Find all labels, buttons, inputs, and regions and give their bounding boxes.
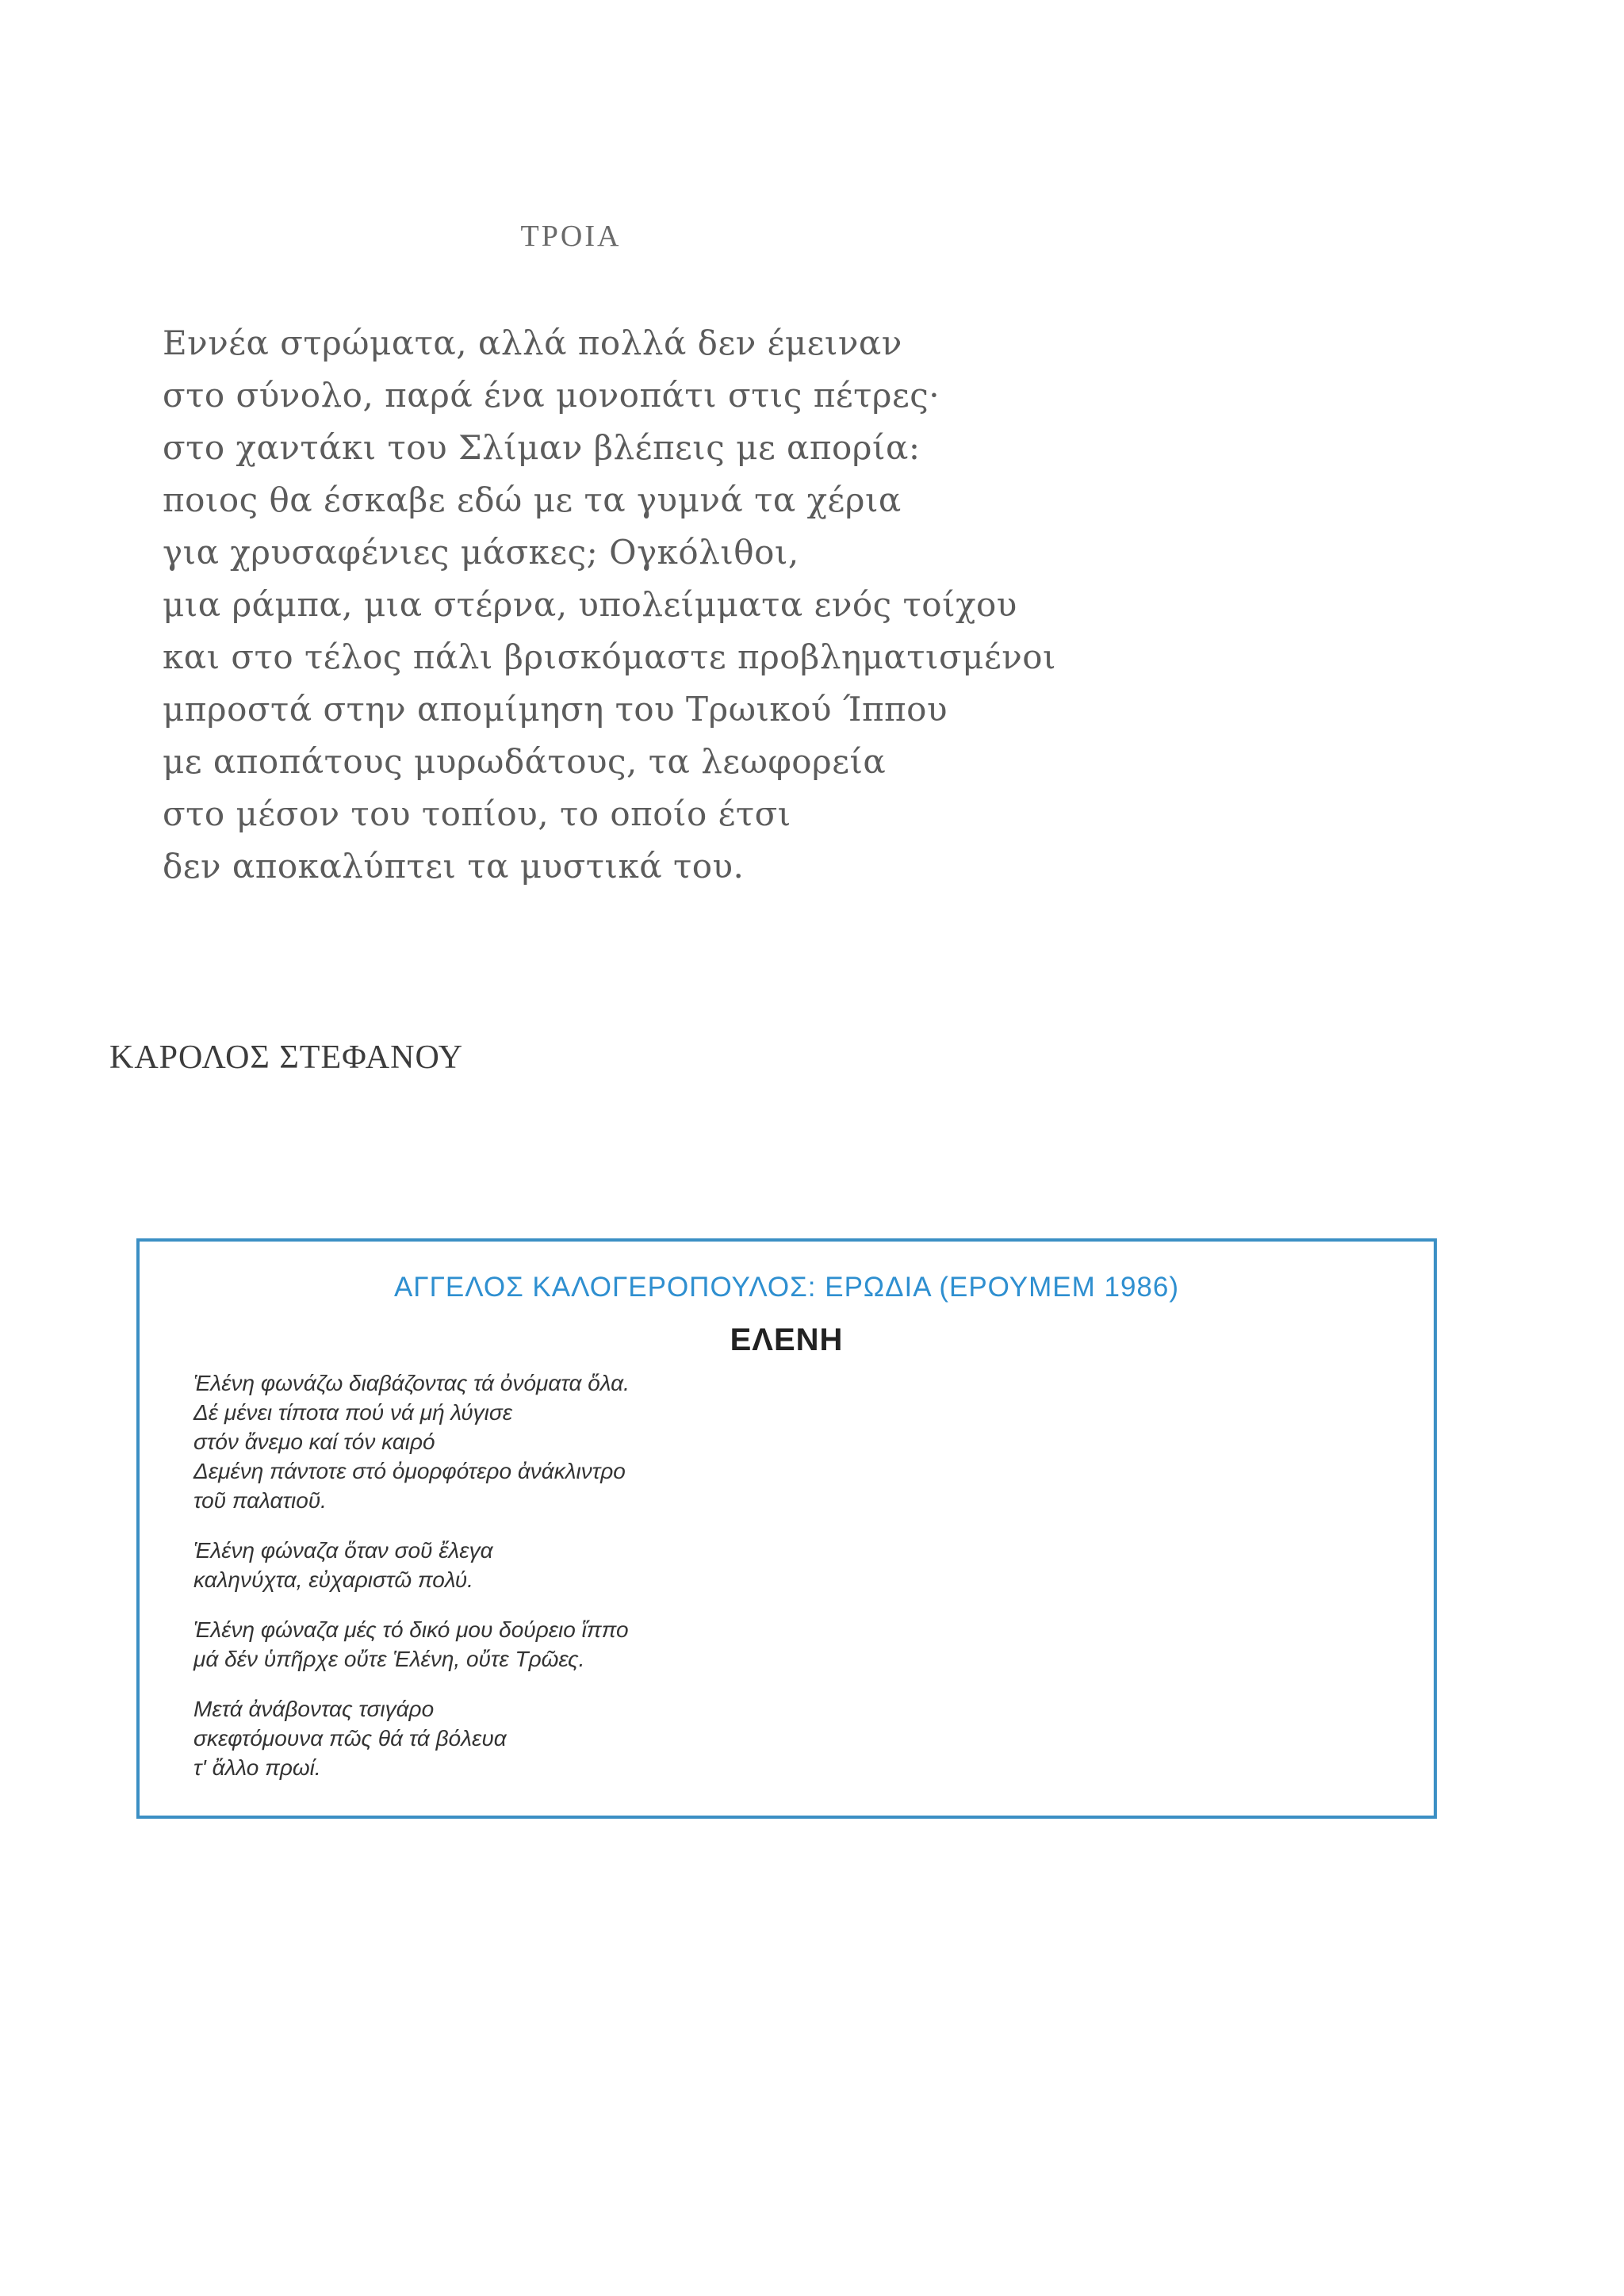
- poem-line: ποιος θα έσκαβε εδώ με τα γυμνά τα χέρια: [163, 480, 902, 519]
- quote-box-header: ΑΓΓΕΛΟΣ ΚΑΛΟΓΕΡΟΠΟΥΛΟΣ: ΕΡΩΔΙΑ (ΕΡΟΥΜΕΜ 1986): [393, 1272, 1180, 1303]
- poem-line: για χρυσαφένιες μάσκες; Ογκόλιθοι,: [163, 533, 799, 572]
- stanza-line: Δεμένη πάντοτε στό ὀμορφότερο ἀνάκλιντρο: [193, 1459, 626, 1483]
- poem-author: ΚΑΡΟΛΟΣ ΣΤΕΦΑΝΟΥ: [109, 1039, 464, 1076]
- poem-line: μια ράμπα, μια στέρνα, υπολείμματα ενός τοίχου: [163, 585, 1017, 624]
- stanza-line: στόν ἄνεμο καί τόν καιρό: [193, 1429, 435, 1454]
- poem-line: στο μέσον του τοπίου, το οποίο έτσι: [163, 794, 791, 833]
- poem-line: στο χαντάκι του Σλίμαν βλέπεις με απορία:: [163, 428, 921, 467]
- stanza-line: σκεφτόμουνα πῶς θά τά βόλευα: [193, 1726, 507, 1751]
- stanza-line: τοῦ παλατιοῦ.: [193, 1488, 327, 1513]
- stanza: [193, 1615, 630, 1674]
- stanza-line: μά δέν ὑπῆρχε οὔτε Ἑλένη, οὔτε Τρῶες.: [193, 1647, 585, 1671]
- poem-line: δεν αποκαλύπτει τα μυστικά του.: [163, 847, 745, 886]
- stanza-line: Δέ μένει τίποτα πού νά μή λύγισε: [193, 1400, 513, 1425]
- stanza-line: καληνύχτα, εὐχαριστῶ πολύ.: [193, 1567, 473, 1592]
- quote-box: [136, 1238, 1437, 1819]
- stanza-line: τ' ἄλλο πρωί.: [193, 1755, 321, 1780]
- poem-title: ΤΡΟΙΑ: [520, 220, 622, 253]
- stanza: [193, 1368, 630, 1515]
- poem-line: μπροστά στην απομίμηση του Τρωικού Ίππου: [163, 690, 948, 729]
- poem-line: στο σύνολο, παρά ένα μονοπάτι στις πέτρες·: [163, 376, 940, 415]
- stanza-line: Ἑλένη φώναζα μές τό δικό μου δούρειο ἵππο: [193, 1617, 629, 1642]
- stanza-line: Ἑλένη φωνάζω διαβάζοντας τά ὀνόματα ὅλα.: [193, 1371, 630, 1395]
- poem-body: [163, 317, 1056, 893]
- quote-box-title: ΕΛΕΝΗ: [730, 1322, 844, 1357]
- poem-line: με αποπάτους μυρωδάτους, τα λεωφορεία: [163, 742, 887, 781]
- stanza: [193, 1694, 630, 1782]
- poem-line: Εννέα στρώματα, αλλά πολλά δεν έμειναν: [163, 323, 902, 362]
- poem-line: και στο τέλος πάλι βρισκόμαστε προβληματισμένοι: [163, 637, 1056, 676]
- quote-box-poem: [193, 1368, 630, 1803]
- stanza-line: Μετά ἀνάβοντας τσιγάρο: [193, 1697, 435, 1721]
- stanza-line: Ἑλένη φώναζα ὅταν σοῦ ἔλεγα: [193, 1538, 493, 1563]
- stanza: [193, 1536, 630, 1594]
